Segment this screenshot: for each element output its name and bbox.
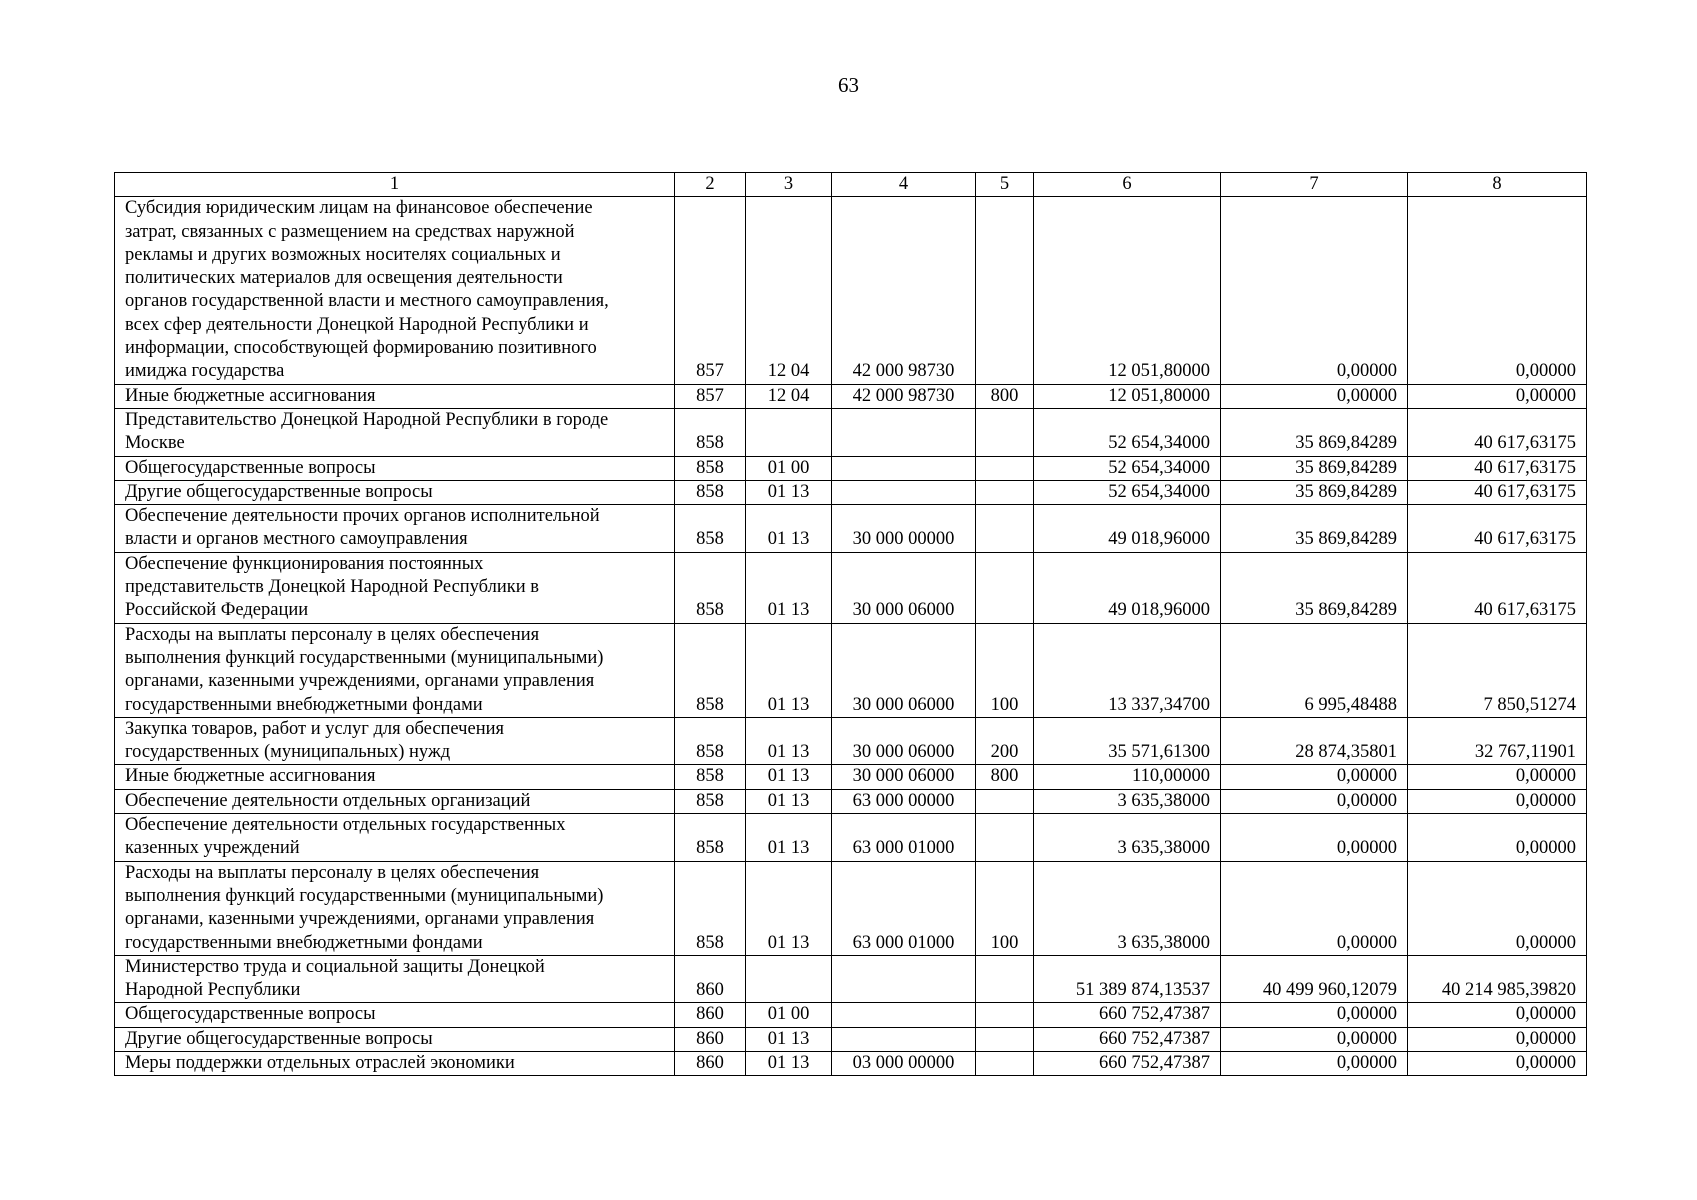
expense-type-cell xyxy=(976,552,1034,623)
amount-col7-cell: 0,00000 xyxy=(1221,1027,1408,1051)
amount-col7-cell: 35 869,84289 xyxy=(1221,408,1408,456)
header-cell: 4 xyxy=(832,173,976,197)
target-article-cell: 30 000 06000 xyxy=(832,623,976,717)
item-name-line: Обеспечение деятельности отдельных государственных xyxy=(125,815,566,836)
item-name-line: всех сфер деятельности Донецкой Народной Республики и xyxy=(125,314,589,335)
target-article-cell: 30 000 00000 xyxy=(832,505,976,553)
table-row xyxy=(115,480,1587,504)
table-row xyxy=(115,623,1587,717)
expense-type-cell xyxy=(976,456,1034,480)
expense-type-cell xyxy=(976,814,1034,862)
department-code-cell: 860 xyxy=(675,1051,746,1075)
amount-col6-cell: 49 018,96000 xyxy=(1034,552,1221,623)
department-code-cell: 858 xyxy=(675,717,746,765)
amount-col7-cell: 0,00000 xyxy=(1221,814,1408,862)
section-code-cell: 01 13 xyxy=(746,814,832,862)
department-code-cell: 860 xyxy=(675,1003,746,1027)
section-code-cell: 01 00 xyxy=(746,1003,832,1027)
item-name-line: Расходы на выплаты персоналу в целях обеспечения xyxy=(125,862,540,883)
item-name-line: государственных (муниципальных) нужд xyxy=(125,742,451,763)
amount-col8-cell: 40 617,63175 xyxy=(1408,456,1587,480)
item-name-line: Иные бюджетные ассигнования xyxy=(125,385,376,406)
target-article-cell xyxy=(832,408,976,456)
item-name-line: Субсидия юридическим лицам на финансовое обеспечение xyxy=(125,198,593,219)
department-code-cell: 858 xyxy=(675,480,746,504)
expense-type-cell xyxy=(976,955,1034,1003)
expense-type-cell xyxy=(976,197,1034,384)
amount-col7-cell: 6 995,48488 xyxy=(1221,623,1408,717)
item-name-line: Закупка товаров, работ и услуг для обеспечения xyxy=(125,718,505,739)
amount-col7-cell: 0,00000 xyxy=(1221,1003,1408,1027)
item-name-line: Народной Республики xyxy=(125,980,301,1001)
amount-col7-cell: 35 869,84289 xyxy=(1221,480,1408,504)
amount-col8-cell: 0,00000 xyxy=(1408,765,1587,789)
amount-col6-cell: 12 051,80000 xyxy=(1034,384,1221,408)
table-row xyxy=(115,408,1587,456)
table-row xyxy=(115,955,1587,1003)
amount-col8-cell: 0,00000 xyxy=(1408,861,1587,955)
expense-type-cell xyxy=(976,1051,1034,1075)
target-article-cell xyxy=(832,456,976,480)
item-name-line: затрат, связанных с размещением на средствах наружной xyxy=(125,221,575,242)
item-name-line: информации, способствующей формированию позитивного xyxy=(125,338,597,359)
table-header-row xyxy=(115,173,1587,197)
amount-col6-cell: 51 389 874,13537 xyxy=(1034,955,1221,1003)
item-name-line: Общегосударственные вопросы xyxy=(125,1004,376,1025)
item-name-cell xyxy=(115,1051,675,1075)
expense-type-cell xyxy=(976,505,1034,553)
header-cell: 5 xyxy=(976,173,1034,197)
target-article-cell xyxy=(832,955,976,1003)
target-article-cell: 30 000 06000 xyxy=(832,765,976,789)
target-article-cell xyxy=(832,480,976,504)
item-name-line: Обеспечение деятельности прочих органов исполнительной xyxy=(125,506,600,527)
amount-col7-cell: 0,00000 xyxy=(1221,789,1408,813)
table-row xyxy=(115,456,1587,480)
page-number: 63 xyxy=(838,73,859,97)
amount-col8-cell: 40 617,63175 xyxy=(1408,505,1587,553)
amount-col8-cell: 0,00000 xyxy=(1408,789,1587,813)
amount-col8-cell: 7 850,51274 xyxy=(1408,623,1587,717)
amount-col6-cell: 660 752,47387 xyxy=(1034,1051,1221,1075)
table-row xyxy=(115,197,1587,384)
amount-col7-cell: 35 869,84289 xyxy=(1221,456,1408,480)
department-code-cell: 858 xyxy=(675,789,746,813)
expense-type-cell: 100 xyxy=(976,861,1034,955)
budget-allocation-table xyxy=(114,172,1587,1076)
amount-col6-cell: 110,00000 xyxy=(1034,765,1221,789)
item-name-cell xyxy=(115,623,675,717)
amount-col7-cell: 0,00000 xyxy=(1221,861,1408,955)
item-name-line: Другие общегосударственные вопросы xyxy=(125,481,433,502)
expense-type-cell xyxy=(976,1003,1034,1027)
item-name-cell xyxy=(115,1003,675,1027)
section-code-cell xyxy=(746,408,832,456)
amount-col8-cell: 0,00000 xyxy=(1408,1051,1587,1075)
item-name-cell xyxy=(115,552,675,623)
item-name-line: Обеспечение деятельности отдельных организаций xyxy=(125,790,531,811)
amount-col6-cell: 660 752,47387 xyxy=(1034,1027,1221,1051)
amount-col8-cell: 32 767,11901 xyxy=(1408,717,1587,765)
item-name-line: органов государственной власти и местного самоуправления, xyxy=(125,291,609,312)
item-name-line: Российской Федерации xyxy=(125,600,309,621)
item-name-cell xyxy=(115,408,675,456)
department-code-cell: 858 xyxy=(675,552,746,623)
amount-col8-cell: 0,00000 xyxy=(1408,197,1587,384)
item-name-line: органами, казенными учреждениями, органами управления xyxy=(125,909,595,930)
section-code-cell: 01 13 xyxy=(746,789,832,813)
department-code-cell: 858 xyxy=(675,623,746,717)
table-row xyxy=(115,717,1587,765)
item-name-line: выполнения функций государственными (муниципальными) xyxy=(125,885,604,906)
item-name-line: органами, казенными учреждениями, органами управления xyxy=(125,671,595,692)
target-article-cell xyxy=(832,1003,976,1027)
target-article-cell: 42 000 98730 xyxy=(832,384,976,408)
amount-col6-cell: 3 635,38000 xyxy=(1034,814,1221,862)
section-code-cell: 01 13 xyxy=(746,1027,832,1051)
table-body xyxy=(115,173,1587,1076)
section-code-cell: 01 00 xyxy=(746,456,832,480)
target-article-cell: 63 000 01000 xyxy=(832,814,976,862)
target-article-cell: 42 000 98730 xyxy=(832,197,976,384)
section-code-cell: 01 13 xyxy=(746,552,832,623)
amount-col7-cell: 0,00000 xyxy=(1221,1051,1408,1075)
item-name-cell xyxy=(115,789,675,813)
amount-col8-cell: 0,00000 xyxy=(1408,1003,1587,1027)
item-name-line: Иные бюджетные ассигнования xyxy=(125,766,376,787)
amount-col6-cell: 3 635,38000 xyxy=(1034,861,1221,955)
amount-col8-cell: 0,00000 xyxy=(1408,1027,1587,1051)
amount-col7-cell: 0,00000 xyxy=(1221,384,1408,408)
item-name-cell xyxy=(115,717,675,765)
section-code-cell: 01 13 xyxy=(746,765,832,789)
expense-type-cell: 200 xyxy=(976,717,1034,765)
table-row xyxy=(115,1051,1587,1075)
department-code-cell: 858 xyxy=(675,505,746,553)
item-name-line: Другие общегосударственные вопросы xyxy=(125,1028,433,1049)
amount-col6-cell: 35 571,61300 xyxy=(1034,717,1221,765)
department-code-cell: 860 xyxy=(675,1027,746,1051)
section-code-cell: 01 13 xyxy=(746,505,832,553)
header-cell: 3 xyxy=(746,173,832,197)
amount-col7-cell: 35 869,84289 xyxy=(1221,505,1408,553)
expense-type-cell: 800 xyxy=(976,384,1034,408)
header-cell: 7 xyxy=(1221,173,1408,197)
amount-col6-cell: 52 654,34000 xyxy=(1034,408,1221,456)
section-code-cell: 01 13 xyxy=(746,480,832,504)
item-name-line: представительств Донецкой Народной Республики в xyxy=(125,577,540,598)
target-article-cell: 30 000 06000 xyxy=(832,552,976,623)
table-row xyxy=(115,1003,1587,1027)
table-row xyxy=(115,814,1587,862)
department-code-cell: 860 xyxy=(675,955,746,1003)
target-article-cell: 30 000 06000 xyxy=(832,717,976,765)
table-row xyxy=(115,552,1587,623)
department-code-cell: 857 xyxy=(675,197,746,384)
section-code-cell: 01 13 xyxy=(746,717,832,765)
item-name-line: Москве xyxy=(125,433,185,454)
header-cell: 8 xyxy=(1408,173,1587,197)
amount-col6-cell: 13 337,34700 xyxy=(1034,623,1221,717)
section-code-cell: 01 13 xyxy=(746,861,832,955)
amount-col8-cell: 40 617,63175 xyxy=(1408,480,1587,504)
item-name-cell xyxy=(115,861,675,955)
amount-col7-cell: 35 869,84289 xyxy=(1221,552,1408,623)
department-code-cell: 858 xyxy=(675,861,746,955)
amount-col6-cell: 3 635,38000 xyxy=(1034,789,1221,813)
section-code-cell: 12 04 xyxy=(746,197,832,384)
header-cell: 6 xyxy=(1034,173,1221,197)
item-name-line: рекламы и других возможных носителях социальных и xyxy=(125,244,561,265)
item-name-cell xyxy=(115,765,675,789)
item-name-line: государственными внебюджетными фондами xyxy=(125,694,483,715)
section-code-cell: 12 04 xyxy=(746,384,832,408)
item-name-line: политических материалов для освещения деятельности xyxy=(125,268,563,289)
table-row xyxy=(115,765,1587,789)
amount-col6-cell: 52 654,34000 xyxy=(1034,456,1221,480)
department-code-cell: 858 xyxy=(675,456,746,480)
target-article-cell: 03 000 00000 xyxy=(832,1051,976,1075)
header-cell: 2 xyxy=(675,173,746,197)
amount-col6-cell: 12 051,80000 xyxy=(1034,197,1221,384)
section-code-cell: 01 13 xyxy=(746,1051,832,1075)
expense-type-cell xyxy=(976,1027,1034,1051)
target-article-cell xyxy=(832,1027,976,1051)
item-name-cell xyxy=(115,384,675,408)
header-cell: 1 xyxy=(115,173,675,197)
table-row xyxy=(115,789,1587,813)
item-name-line: государственными внебюджетными фондами xyxy=(125,932,483,953)
amount-col7-cell: 0,00000 xyxy=(1221,765,1408,789)
item-name-line: Меры поддержки отдельных отраслей экономики xyxy=(125,1052,515,1073)
table-row xyxy=(115,1027,1587,1051)
item-name-line: Министерство труда и социальной защиты Донецкой xyxy=(125,956,545,977)
item-name-cell xyxy=(115,1027,675,1051)
department-code-cell: 857 xyxy=(675,384,746,408)
amount-col8-cell: 0,00000 xyxy=(1408,384,1587,408)
item-name-line: имиджа государства xyxy=(125,361,285,382)
item-name-cell xyxy=(115,955,675,1003)
amount-col7-cell: 40 499 960,12079 xyxy=(1221,955,1408,1003)
expense-type-cell: 800 xyxy=(976,765,1034,789)
amount-col6-cell: 660 752,47387 xyxy=(1034,1003,1221,1027)
expense-type-cell xyxy=(976,789,1034,813)
section-code-cell: 01 13 xyxy=(746,623,832,717)
item-name-line: власти и органов местного самоуправления xyxy=(125,529,468,550)
amount-col8-cell: 40 214 985,39820 xyxy=(1408,955,1587,1003)
expense-type-cell xyxy=(976,480,1034,504)
amount-col7-cell: 0,00000 xyxy=(1221,197,1408,384)
amount-col6-cell: 49 018,96000 xyxy=(1034,505,1221,553)
item-name-line: Общегосударственные вопросы xyxy=(125,457,376,478)
item-name-line: казенных учреждений xyxy=(125,838,300,859)
expense-type-cell: 100 xyxy=(976,623,1034,717)
expense-type-cell xyxy=(976,408,1034,456)
amount-col8-cell: 40 617,63175 xyxy=(1408,408,1587,456)
item-name-cell xyxy=(115,505,675,553)
department-code-cell: 858 xyxy=(675,408,746,456)
amount-col8-cell: 40 617,63175 xyxy=(1408,552,1587,623)
table-row xyxy=(115,505,1587,553)
item-name-cell xyxy=(115,197,675,384)
section-code-cell xyxy=(746,955,832,1003)
department-code-cell: 858 xyxy=(675,765,746,789)
target-article-cell: 63 000 01000 xyxy=(832,861,976,955)
item-name-cell xyxy=(115,456,675,480)
item-name-line: выполнения функций государственными (муниципальными) xyxy=(125,647,604,668)
table-row xyxy=(115,384,1587,408)
table-row xyxy=(115,861,1587,955)
amount-col6-cell: 52 654,34000 xyxy=(1034,480,1221,504)
item-name-line: Расходы на выплаты персоналу в целях обеспечения xyxy=(125,624,540,645)
item-name-cell xyxy=(115,480,675,504)
department-code-cell: 858 xyxy=(675,814,746,862)
amount-col7-cell: 28 874,35801 xyxy=(1221,717,1408,765)
item-name-line: Представительство Донецкой Народной Республики в городе xyxy=(125,409,609,430)
item-name-cell xyxy=(115,814,675,862)
target-article-cell: 63 000 00000 xyxy=(832,789,976,813)
item-name-line: Обеспечение функционирования постоянных xyxy=(125,553,484,574)
amount-col8-cell: 0,00000 xyxy=(1408,814,1587,862)
